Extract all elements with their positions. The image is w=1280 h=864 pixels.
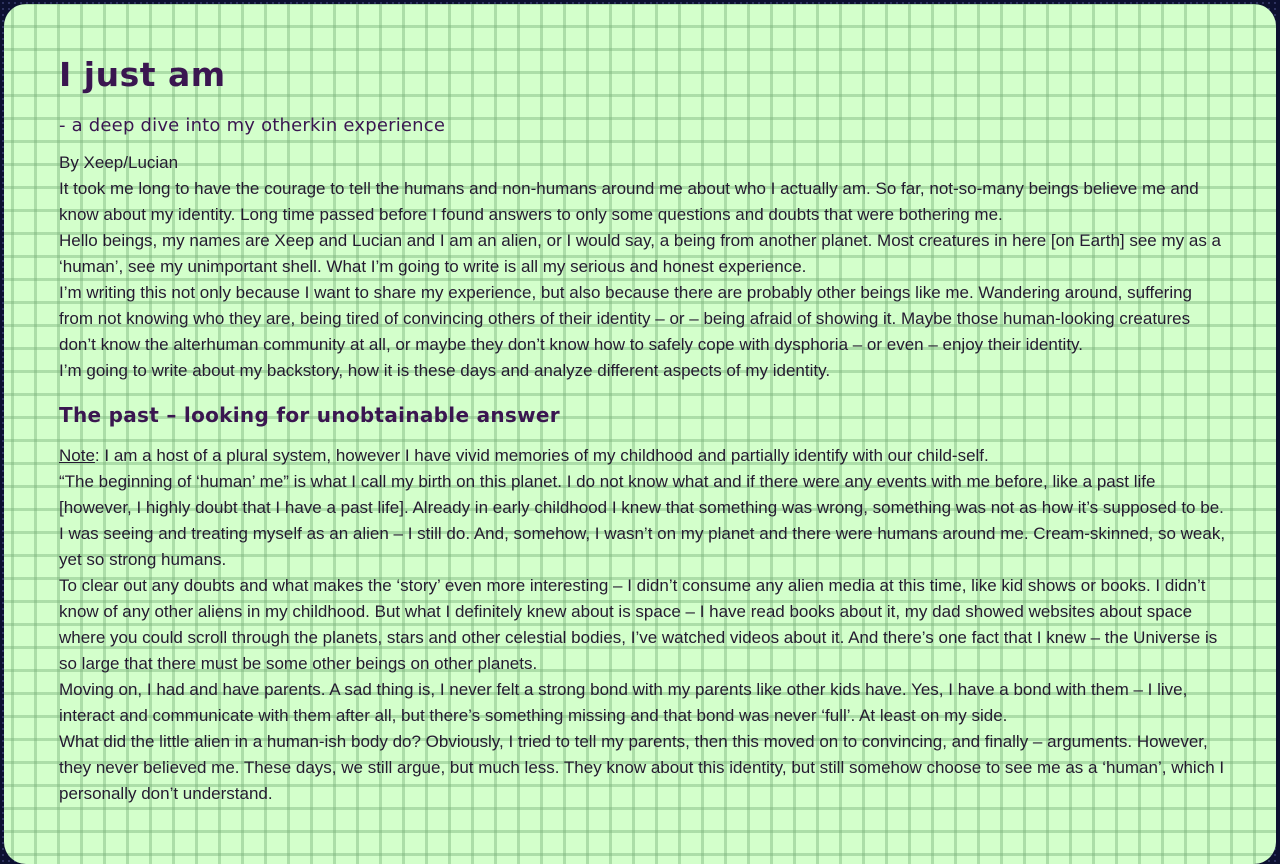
past-paragraph-3: Moving on, I had and have parents. A sad thing is, I never felt a strong bond with my parents like other kids have. Yes, I have a bond with them – I live, interact and communicate with them after all, but there’s something missing and that bond was never ‘full’. At least on my side.	[59, 680, 1188, 725]
past-paragraph-1: “The beginning of ‘human’ me” is what I call my birth on this planet. I do not know what and if there were any events with me before, like a past life [however, I highly doubt that I have a past life]. Already in early childhood I knew that something was wrong, something was not as how it’s supposed to be. I was seeing and treating myself as an alien – I still do. And, somehow, I wasn’t on my planet and there were humans around me. Cream-skinned, so weak, yet so strong humans.	[59, 472, 1226, 569]
intro-paragraph-4: I’m going to write about my backstory, how it is these days and analyze different aspects of my identity.	[59, 361, 831, 380]
page-title: I just am	[59, 55, 226, 94]
section-heading-past: The past – looking for unobtainable answer	[59, 403, 560, 427]
note-text: : I am a host of a plural system, however I have vivid memories of my childhood and partially identify with our child-self.	[94, 446, 989, 465]
past-paragraph-2: To clear out any doubts and what makes the ‘story’ even more interesting – I didn’t consume any alien media at this time, like kid shows or books. I didn’t know of any other aliens in my childhood. But what I definitely knew about is space – I have read books about it, my dad showed websites about space where you could scroll through the planets, stars and other celestial bodies, I’ve watched videos about it. And there’s one fact that I knew – the Universe is so large that there must be some other beings on other planets.	[59, 576, 1218, 673]
note-paragraph	[59, 443, 1227, 469]
page-panel	[4, 4, 1276, 864]
intro-paragraph-3: I’m writing this not only because I want to share my experience, but also because there are probably other beings like me. Wandering around, suffering from not knowing who they are, being tired of convincing others of their identity – or – being afraid of showing it. Maybe those human-looking creatures don’t know the alterhuman community at all, or maybe they don’t know how to safely cope with dysphoria – or even – enjoy their identity.	[59, 283, 1193, 354]
intro-paragraph-1: It took me long to have the courage to tell the humans and non-humans around me about who I actually am. So far, not-so-many beings believe me and know about my identity. Long time passed before I found answers to only some questions and doubts that were bothering me.	[59, 179, 1199, 224]
byline: By Xeep/Lucian	[59, 153, 179, 172]
intro-paragraph-2: Hello beings, my names are Xeep and Lucian and I am an alien, or I would say, a being from another planet. Most creatures in here [on Earth] see my as a ‘human’, see my unimportant shell. What I’m going to write is all my serious and honest experience.	[59, 231, 1221, 276]
article-body	[59, 150, 1227, 807]
note-label: Note	[59, 446, 95, 465]
past-paragraph-4: What did the little alien in a human-ish body do? Obviously, I tried to tell my parents, then this moved on to convincing, and finally – arguments. However, they never believed me. These days, we still argue, but much less. They know about this identity, but still somehow choose to see me as a ‘human’, which I personally don’t understand.	[59, 732, 1225, 803]
article	[59, 44, 1227, 807]
page-subtitle: - a deep dive into my otherkin experience	[59, 115, 446, 136]
